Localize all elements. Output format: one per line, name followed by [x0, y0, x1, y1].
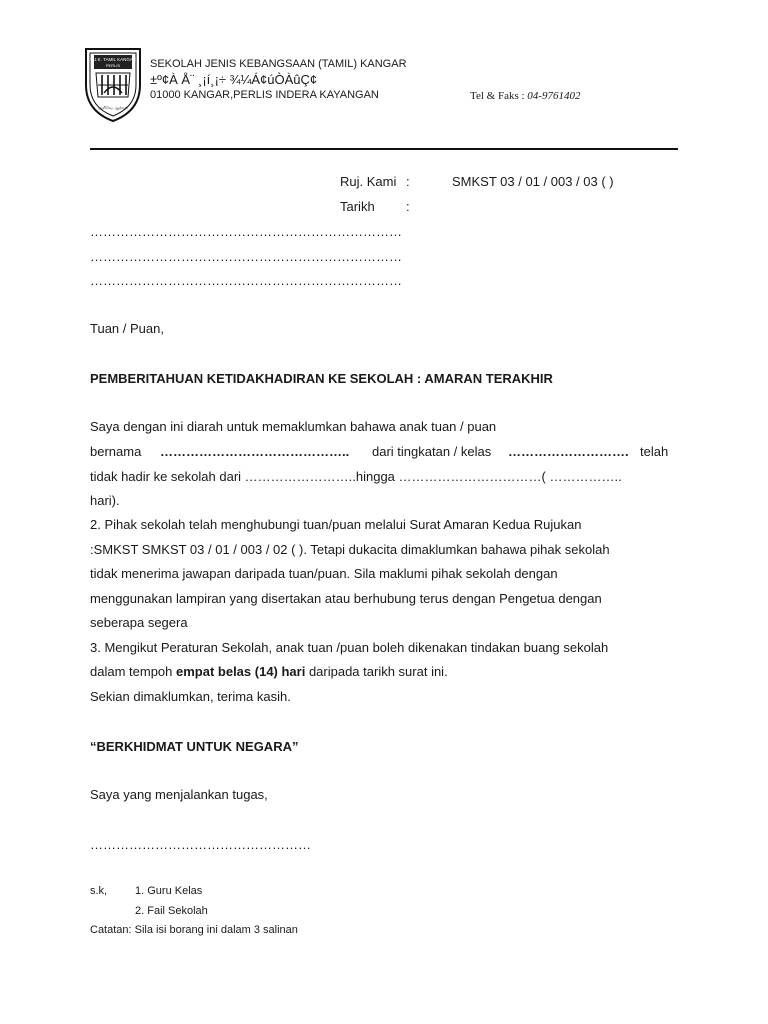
ruj-label: Ruj. Kami: [340, 174, 397, 189]
para1-line-2-label: bernama: [90, 444, 142, 459]
closing-line: Sekian dimaklumkan, terima kasih.: [90, 689, 291, 704]
ruj-value: SMKST 03 / 01 / 003 / 03 ( ): [452, 174, 614, 189]
cc-label: s.k,: [90, 885, 108, 897]
ruj-colon: :: [406, 174, 410, 189]
para2-line: 2. Pihak sekolah telah menghubungi tuan/puan melalui Surat Amaran Kedua Rujukan: [90, 517, 582, 532]
para2-line: tidak menerima jawapan daripada tuan/puan. Sila maklumi pihak sekolah dengan: [90, 566, 558, 581]
signoff: Saya yang menjalankan tugas,: [90, 787, 268, 802]
header-divider: [90, 148, 678, 150]
address-line: ………………………………………………………………: [90, 224, 402, 239]
cc-item: 2. Fail Sekolah: [135, 905, 208, 917]
tarikh-colon: :: [406, 199, 410, 214]
name-blank: ……………………………………..: [160, 444, 350, 459]
tarikh-label: Tarikh: [340, 199, 375, 214]
cc-item: 1. Guru Kelas: [135, 885, 203, 897]
para3-suffix: daripada tarikh surat ini.: [305, 664, 448, 679]
signature-line: ……………………………………………: [90, 837, 311, 852]
school-crest-logo: [82, 45, 144, 123]
subject-heading: PEMBERITAHUAN KETIDAKHADIRAN KE SEKOLAH : AMARAN TERAKHIR: [90, 371, 553, 386]
para3-prefix: dalam tempoh: [90, 664, 176, 679]
para3-duration: empat belas (14) hari: [176, 664, 306, 679]
logo-motto-text: அறிவே ஆற்றல்: [98, 105, 128, 110]
school-name: SEKOLAH JENIS KEBANGSAAN (TAMIL) KANGAR: [150, 58, 407, 70]
para2-line: menggunakan lampiran yang disertakan atau berhubung terus dengan Pengetua dengan: [90, 591, 602, 606]
logo-top-text: S.J.K. TAMIL KANGAR: [89, 57, 137, 62]
para2-line: :SMKST SMKST 03 / 01 / 003 / 02 ( ). Tetapi dukacita dimaklumkan bahawa pihak sekolah: [90, 542, 610, 557]
address-line: ………………………………………………………………: [90, 249, 402, 264]
para3-line-2: [90, 660, 448, 685]
motto: “BERKHIDMAT UNTUK NEGARA”: [90, 739, 299, 754]
para1-line: hari).: [90, 493, 120, 508]
contact-phone: [470, 90, 580, 102]
phone-number: 04-9761402: [527, 90, 581, 102]
class-label: dari tingkatan / kelas: [372, 444, 492, 459]
para2-line: seberapa segera: [90, 615, 188, 630]
phone-label: Tel & Faks :: [470, 90, 528, 102]
logo-mid-text: PERLIS: [105, 63, 121, 68]
para1-line: tidak hadir ke sekolah dari ……………………..hingga ……………………………( ……………..: [90, 469, 622, 484]
school-address: 01000 KANGAR,PERLIS INDERA KAYANGAN: [150, 89, 379, 101]
para1-line: Saya dengan ini diarah untuk memaklumkan bahawa anak tuan / puan: [90, 419, 497, 434]
address-line: ………………………………………………………………: [90, 273, 402, 288]
school-name-tamil: ±º¢À Å¨ ¸¡í¸¡÷ ¾¼Á¢úÒÀûÇ¢: [150, 72, 318, 87]
para3-line: 3. Mengikut Peraturan Sekolah, anak tuan /puan boleh dikenakan tindakan buang sekolah: [90, 640, 609, 655]
para1-telah: telah: [640, 444, 669, 459]
class-blank: ……………………….: [508, 444, 629, 459]
note: Catatan: Sila isi borang ini dalam 3 salinan: [90, 924, 298, 936]
salutation: Tuan / Puan,: [90, 321, 164, 336]
